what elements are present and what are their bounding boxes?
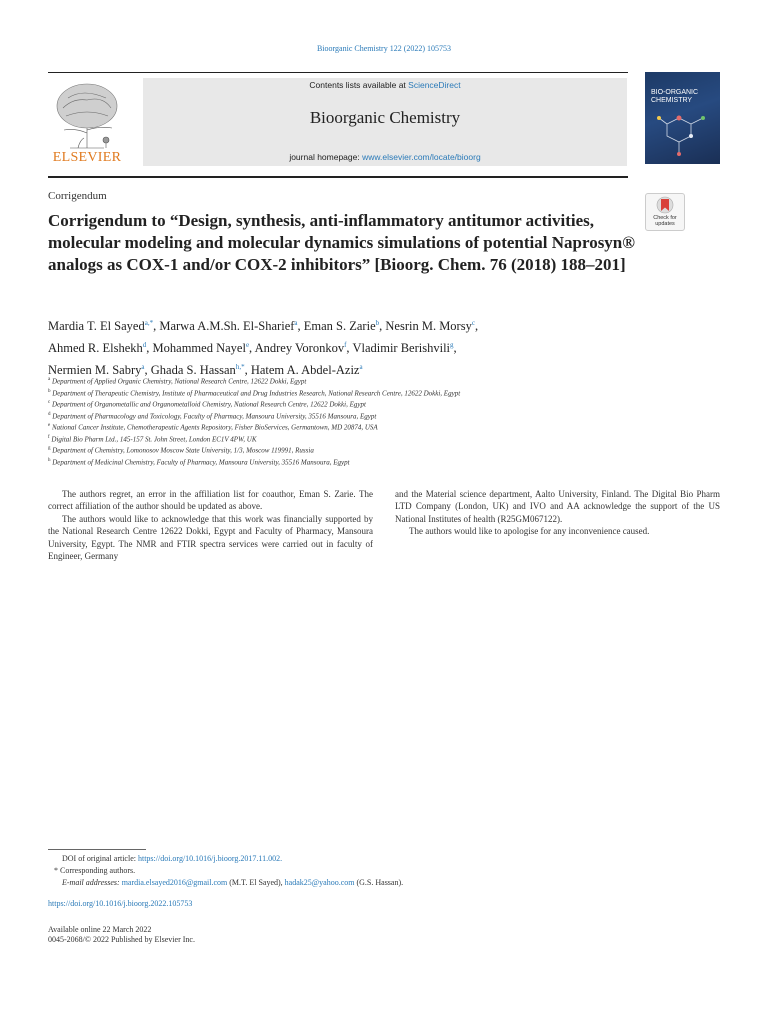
affiliation (48, 410, 668, 422)
author[interactable] (159, 319, 303, 333)
affiliation-key: g (48, 446, 51, 452)
author-affiliation-mark[interactable]: f (344, 341, 347, 350)
author-separator: , (379, 319, 386, 334)
author-separator: , (153, 319, 160, 334)
author-name: Hatem A. Abdel-Aziz (250, 363, 360, 378)
author-affiliation-mark[interactable]: a (141, 363, 145, 372)
affiliation-text: Department of Medicinal Chemistry, Faculty of Pharmacy, Mansoura University, 35516 Mansoura, Egypt (52, 458, 350, 467)
check-for-updates-badge[interactable] (645, 193, 685, 231)
author-affiliation-mark[interactable]: e (245, 341, 250, 350)
check-updates-label: Check for updates (653, 215, 677, 227)
affiliation-key: d (48, 411, 51, 417)
available-online: Available online 22 March 2022 (48, 925, 152, 934)
header-bottom-rule (48, 176, 628, 178)
homepage-link[interactable]: www.elsevier.com/locate/bioorg (362, 152, 481, 162)
author-name: Eman S. Zarie (303, 319, 376, 334)
author-affiliation-mark[interactable]: b (375, 319, 380, 327)
doi-prefix: DOI of original article: (62, 854, 138, 863)
email-owner-1: (M.T. El Sayed), (227, 878, 285, 887)
email-note (48, 877, 648, 889)
author-name: Andrey Voronkov (254, 341, 345, 356)
author-separator: , (346, 341, 353, 356)
email-link-2[interactable]: hadak25@yahoo.com (284, 878, 355, 887)
affiliation (48, 387, 668, 399)
original-doi-link[interactable]: https://doi.org/10.1016/j.bioorg.2017.11.002. (137, 854, 283, 863)
affiliation-key: f (48, 434, 50, 440)
author-affiliation-mark[interactable]: c (471, 319, 475, 327)
homepage-line (143, 152, 627, 162)
affiliation-list (48, 375, 668, 467)
affiliation (48, 375, 668, 387)
contents-prefix: Contents lists available at (309, 80, 409, 90)
affiliation (48, 398, 668, 410)
footer-meta (48, 925, 195, 945)
body-column-left (48, 488, 373, 562)
author-name: Marwa A.M.Sh. El-Sharief (159, 319, 295, 334)
elsevier-logo-text: ELSEVIER (52, 150, 122, 165)
corresponding-note: * Corresponding authors. (54, 866, 136, 875)
affiliation-text: Department of Applied Organic Chemistry, National Research Centre, 12622 Dokki, Egypt (51, 377, 307, 386)
affiliation (48, 421, 668, 433)
cover-molecule-art (645, 72, 720, 164)
author-name: Ahmed R. Elshekh (48, 341, 143, 356)
author-affiliation-mark[interactable]: a (294, 319, 298, 327)
author-affiliation-mark[interactable]: d (142, 341, 147, 350)
author[interactable] (48, 319, 159, 333)
copyright: 0045-2068/© 2022 Published by Elsevier Inc. (48, 935, 195, 944)
author-affiliation-mark[interactable]: a (359, 363, 363, 372)
author-separator: , (146, 341, 153, 356)
affiliation-key: c (48, 400, 51, 406)
affiliation (48, 444, 668, 456)
body-paragraph: and the Material science department, Aalto University, Finland. The Digital Bio Pharm LTD Company (London, UK) and IVO and AA acknowledge the support of the US National Institutes of health (R25GM067122). (395, 489, 720, 524)
author-name: Mardia T. El Sayed (48, 319, 145, 334)
affiliation-text: Department of Pharmacology and Toxicology, Faculty of Pharmacy, Mansoura University, 35516 Mansoura, Egypt (52, 411, 377, 420)
affiliation-key: a (48, 377, 51, 382)
bookmark-icon (646, 195, 684, 217)
cover-title: BIO-ORGANIC CHEMISTRY (651, 89, 699, 104)
original-doi-note (48, 853, 648, 865)
author[interactable] (304, 319, 386, 333)
email-link-1[interactable]: mardia.elsayed2016@gmail.com (121, 878, 228, 887)
author-separator: , (249, 341, 255, 356)
author-separator: , (453, 341, 457, 356)
body-column-right (395, 488, 720, 538)
author-name: Nermien M. Sabry (48, 363, 142, 378)
author[interactable] (385, 319, 478, 333)
author-affiliation-mark[interactable]: a,* (144, 319, 154, 327)
affiliation-text: Department of Organometallic and Organometalloid Chemistry, National Research Centre, 12622 Dokki, Egypt (51, 400, 366, 409)
author-separator: , (144, 363, 151, 378)
footnotes (48, 853, 648, 889)
affiliation-text: National Cancer Institute, Chemotherapeutic Agents Repository, Fisher BioServices, Germantown, MD 20874, USA (51, 423, 378, 432)
author-separator: , (297, 319, 304, 334)
author[interactable] (153, 341, 255, 355)
homepage-prefix: journal homepage: (289, 152, 363, 162)
author[interactable] (255, 341, 353, 355)
sciencedirect-link[interactable]: ScienceDirect (408, 80, 461, 90)
author-separator: , (474, 319, 479, 334)
header-top-rule (48, 72, 628, 73)
author-name: Ghada S. Hassan (150, 363, 236, 378)
author-name: Mohammed Nayel (152, 341, 246, 356)
author[interactable] (352, 341, 456, 355)
contents-line (143, 80, 627, 90)
author-separator: , (244, 363, 251, 378)
author-list (48, 314, 608, 380)
affiliation-text: Department of Therapeutic Chemistry, Institute of Pharmaceutical and Drug Industries Research, National Research Centre, 12622 Dokki, Egypt (52, 388, 461, 397)
affiliation-key: e (48, 423, 51, 429)
journal-title: Bioorganic Chemistry (309, 108, 461, 127)
body-paragraph: The authors would like to acknowledge that this work was financially supported by the National Research Centre 12622 Dokki, Egypt and Faculty of Pharmacy, Mansoura University, Egypt. The NMR and FTIR spectra services were carried out in faculty of Engineer, Germany (48, 513, 373, 562)
author[interactable] (48, 341, 153, 355)
email-owner-2: (G.S. Hassan). (354, 878, 404, 887)
footnote-rule (48, 849, 146, 850)
author-affiliation-mark[interactable]: g (450, 341, 454, 350)
author-name: Vladimir Berishvili (352, 341, 451, 356)
affiliation-text: Department of Chemistry, Lomonosov Moscow State University, 1/3, Moscow 119991, Russia (52, 446, 314, 455)
affiliation-key: b (48, 388, 51, 394)
affiliation-key: h (48, 457, 51, 463)
author-affiliation-mark[interactable]: h,* (235, 363, 245, 372)
body-paragraph: The authors would like to apologise for any inconvenience caused. (409, 526, 650, 537)
author-name: Nesrin M. Morsy (385, 319, 472, 334)
article-title: Corrigendum to “Design, synthesis, anti-inflammatory antitumor activities, molecular modeling and molecular dynamics simulations of potential Naprosyn® analogs as COX-1 and/or COX-2 inhibitors” [Bioorg. Chem. 76 (2018) 188–201] (48, 211, 635, 274)
journal-cover[interactable] (645, 72, 720, 164)
running-head[interactable]: Bioorganic Chemistry 122 (2022) 105753 (316, 44, 452, 53)
affiliation-text: Digital Bio Pharm Ltd., 145-157 St. John Street, London EC1V 4PW, UK (51, 434, 257, 443)
affiliation (48, 433, 668, 445)
article-doi-link[interactable]: https://doi.org/10.1016/j.bioorg.2022.105753 (48, 899, 193, 908)
body-paragraph: The authors regret, an error in the affiliation list for coauthor, Eman S. Zarie. The correct affiliation of the author should be updated as above. (48, 489, 373, 512)
article-type: Corrigendum (48, 190, 107, 202)
email-label: E-mail addresses: (62, 878, 122, 887)
affiliation (48, 456, 668, 468)
